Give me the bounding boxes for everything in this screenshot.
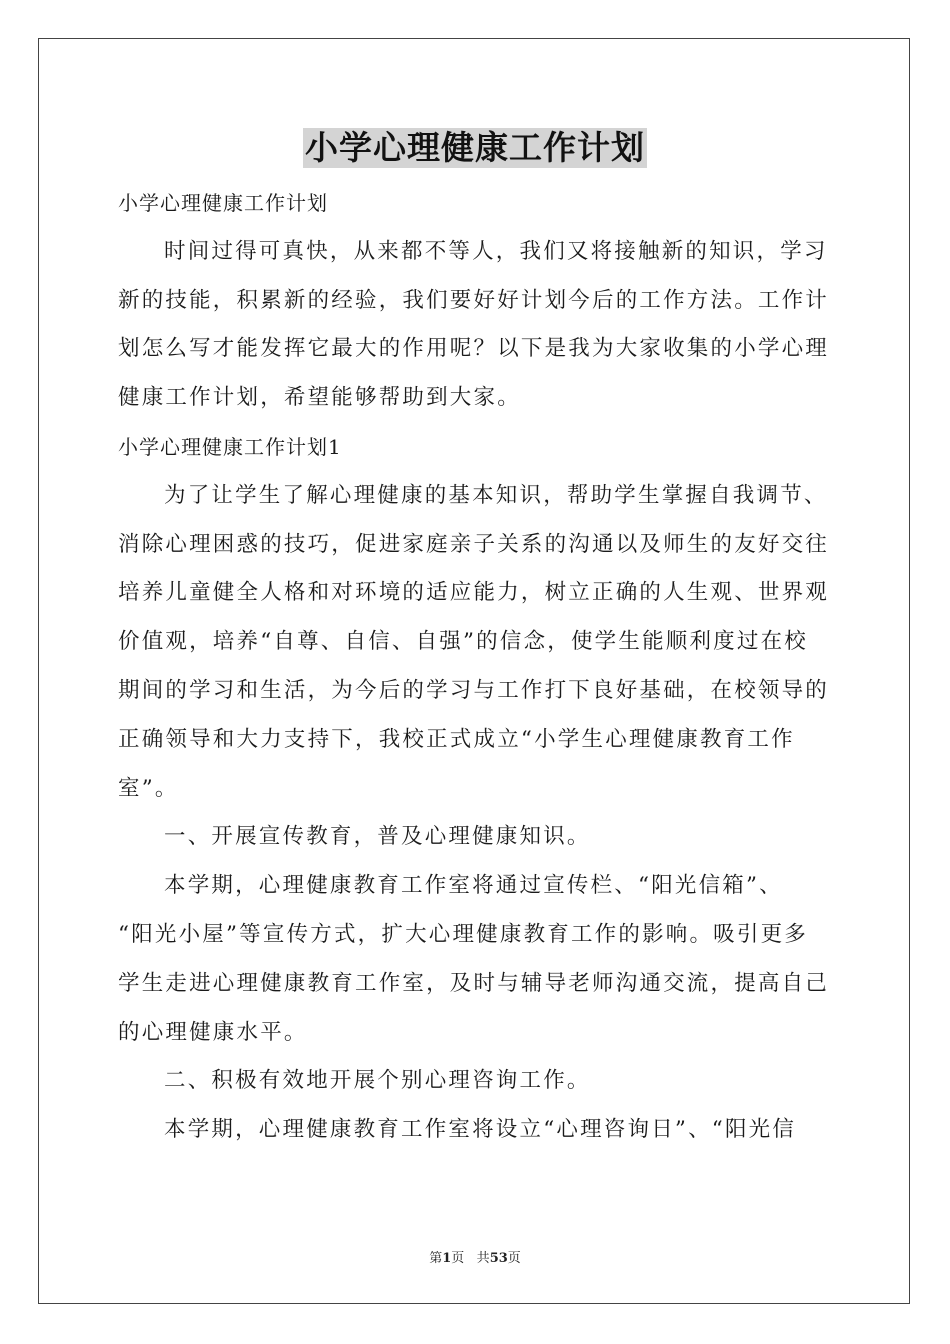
text-line: 的心理健康水平。 (118, 1019, 308, 1045)
total-pages: 53 (489, 1251, 508, 1266)
text-line: 为了让学生了解心理健康的基本知识，帮助学生掌握自我调节、 (164, 482, 828, 508)
text-line: 消除心理困惑的技巧，促进家庭亲子关系的沟通以及师生的友好交往 (118, 531, 830, 557)
text-line: 一、开展宣传教育，普及心理健康知识。 (164, 824, 591, 850)
text-line: 室”。 (118, 775, 179, 801)
text-line: 划怎么写才能发挥它最大的作用呢？以下是我为大家收集的小学心理 (118, 336, 830, 362)
page-footer (0, 1247, 950, 1266)
text-line: 期间的学习和生活，为今后的学习与工作打下良好基础，在校领导的 (118, 677, 830, 703)
section-heading: 小学心理健康工作计划1 (118, 434, 342, 459)
text-line: 本学期，心理健康教育工作室将设立“心理咨询日”、“阳光信 (164, 1117, 797, 1143)
total-suffix: 页 (507, 1251, 521, 1266)
text-line: “阳光小屋”等宣传方式，扩大心理健康教育工作的影响。吸引更多 (118, 921, 808, 947)
document-body (118, 179, 832, 1155)
text-line: 价值观，培养“自尊、自信、自强”的信念，使学生能顺利度过在校 (118, 629, 808, 655)
text-line: 培养儿童健全人格和对环境的适应能力，树立正确的人生观、世界观 (118, 580, 830, 606)
document-title: 小学心理健康工作计划 (305, 128, 645, 167)
text-line: 新的技能，积累新的经验，我们要好好计划今后的工作方法。工作计 (118, 287, 830, 313)
text-line: 二、积极有效地开展个别心理咨询工作。 (164, 1068, 591, 1094)
title-container (0, 128, 950, 168)
total-prefix: 共 (476, 1251, 490, 1266)
text-line: 正确领导和大力支持下，我校正式成立“小学生心理健康教育工作 (118, 726, 795, 752)
text-line: 时间过得可真快，从来都不等人，我们又将接触新的知识，学习 (164, 238, 828, 264)
page-prefix: 第 (429, 1251, 443, 1266)
text-line: 本学期，心理健康教育工作室将通过宣传栏、“阳光信箱”、 (164, 873, 783, 899)
text-line: 学生走进心理健康教育工作室，及时与辅导老师沟通交流，提高自己 (118, 970, 830, 996)
page-number: 1 (442, 1251, 452, 1266)
text-line: 健康工作计划，希望能够帮助到大家。 (118, 385, 521, 411)
section-heading: 小学心理健康工作计划 (118, 191, 328, 215)
page-suffix: 页 (451, 1251, 465, 1266)
